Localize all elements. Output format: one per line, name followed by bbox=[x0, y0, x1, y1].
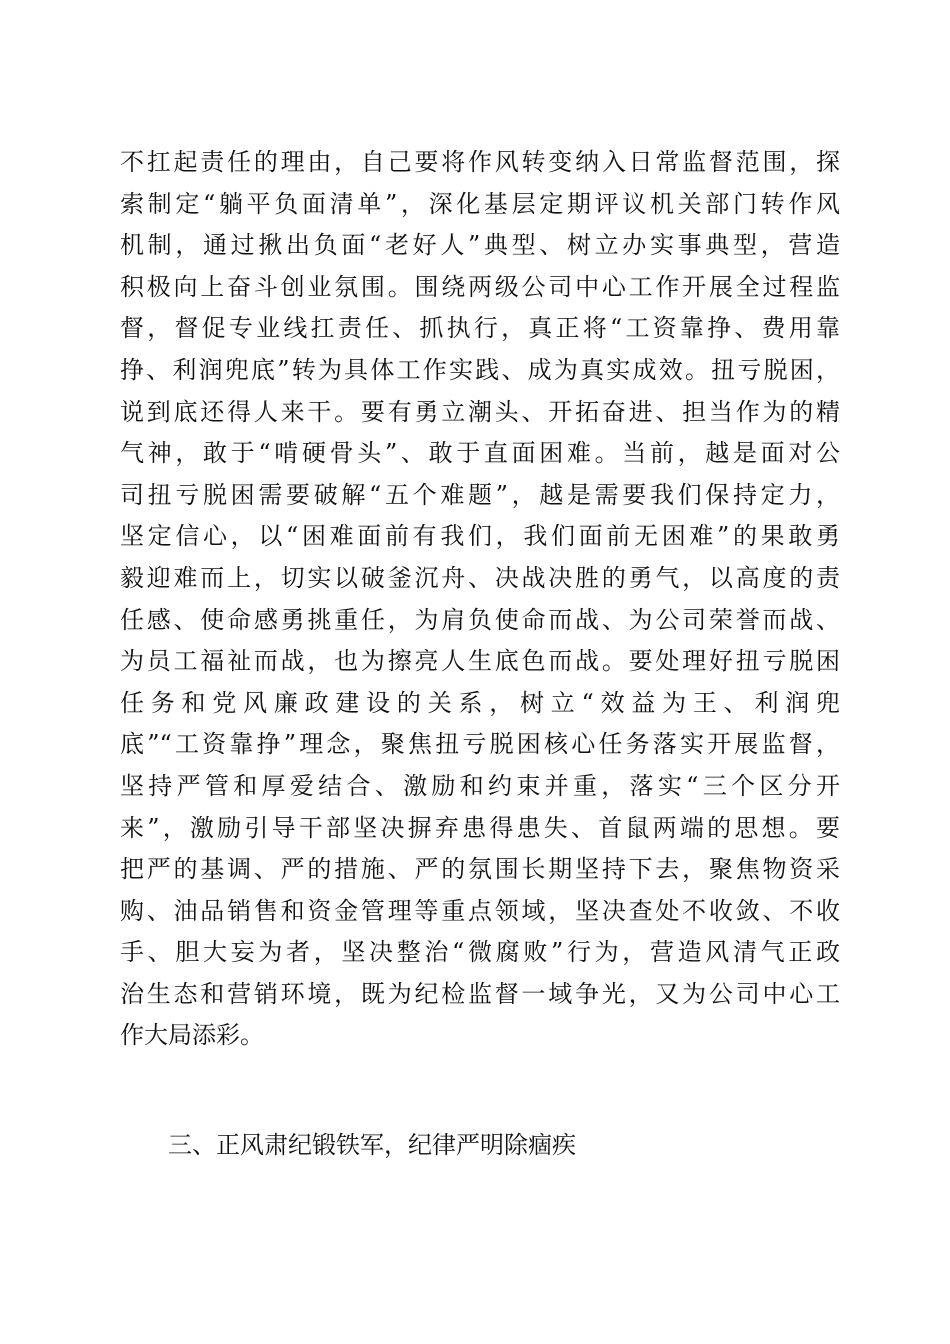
paragraph-line: 把严的基调、严的措施、严的氛围长期坚持下去，聚焦物资采 bbox=[120, 855, 840, 884]
body-paragraph bbox=[120, 142, 840, 1057]
paragraph-line: 作大局添彩。 bbox=[120, 1021, 264, 1050]
paragraph-line: 购、油品销售和资金管理等重点领域，坚决查处不收敛、不收 bbox=[120, 896, 840, 925]
paragraph-line: 底”“工资靠挣”理念，聚焦扭亏脱困核心任务落实开展监督， bbox=[120, 730, 840, 759]
paragraph-line: 督，督促专业线扛责任、抓执行，真正将“工资靠挣、费用靠 bbox=[120, 314, 840, 343]
paragraph-line: 任务和党风廉政建设的关系，树立“效益为王、利润兜 bbox=[120, 688, 840, 717]
paragraph-line: 手、胆大妄为者，坚决整治“微腐败”行为，营造风清气正政 bbox=[120, 938, 840, 967]
paragraph-line: 来”，激励引导干部坚决摒弃患得患失、首鼠两端的思想。要 bbox=[120, 813, 840, 842]
paragraph-line: 任感、使命感勇挑重任，为肩负使命而战、为公司荣誉而战、 bbox=[120, 605, 840, 634]
paragraph-line: 为员工福祉而战，也为擦亮人生底色而战。要处理好扭亏脱困 bbox=[120, 647, 840, 676]
paragraph-line: 挣、利润兜底”转为具体工作实践、成为真实成效。扭亏脱困， bbox=[120, 355, 840, 384]
paragraph-line: 索制定“躺平负面清单”，深化基层定期评议机关部门转作风 bbox=[120, 189, 840, 218]
paragraph-line: 说到底还得人来干。要有勇立潮头、开拓奋进、担当作为的精 bbox=[120, 397, 840, 426]
paragraph-line: 积极向上奋斗创业氛围。围绕两级公司中心工作开展全过程监 bbox=[120, 272, 840, 301]
paragraph-line: 毅迎难而上，切实以破釜沉舟、决战决胜的勇气，以高度的责 bbox=[120, 563, 840, 592]
paragraph-line: 机制，通过揪出负面“老好人”典型、树立办实事典型，营造 bbox=[120, 231, 840, 260]
paragraph-line: 气神，敢于“啃硬骨头”、敢于直面困难。当前，越是面对公 bbox=[120, 439, 840, 468]
paragraph-line: 司扭亏脱困需要破解“五个难题”，越是需要我们保持定力， bbox=[120, 480, 840, 509]
paragraph-line: 不扛起责任的理由，自己要将作风转变纳入日常监督范围，探 bbox=[120, 148, 840, 176]
paragraph-line: 坚定信心，以“困难面前有我们，我们面前无困难”的果敢勇 bbox=[120, 522, 840, 551]
section-heading: 三、正风肃纪锻铁军，纪律严明除痼疾 bbox=[168, 1131, 576, 1159]
paragraph-line: 治生态和营销环境，既为纪检监督一域争光，又为公司中心工 bbox=[120, 979, 840, 1008]
paragraph-line: 坚持严管和厚爱结合、激励和约束并重，落实“三个区分开 bbox=[120, 771, 840, 800]
